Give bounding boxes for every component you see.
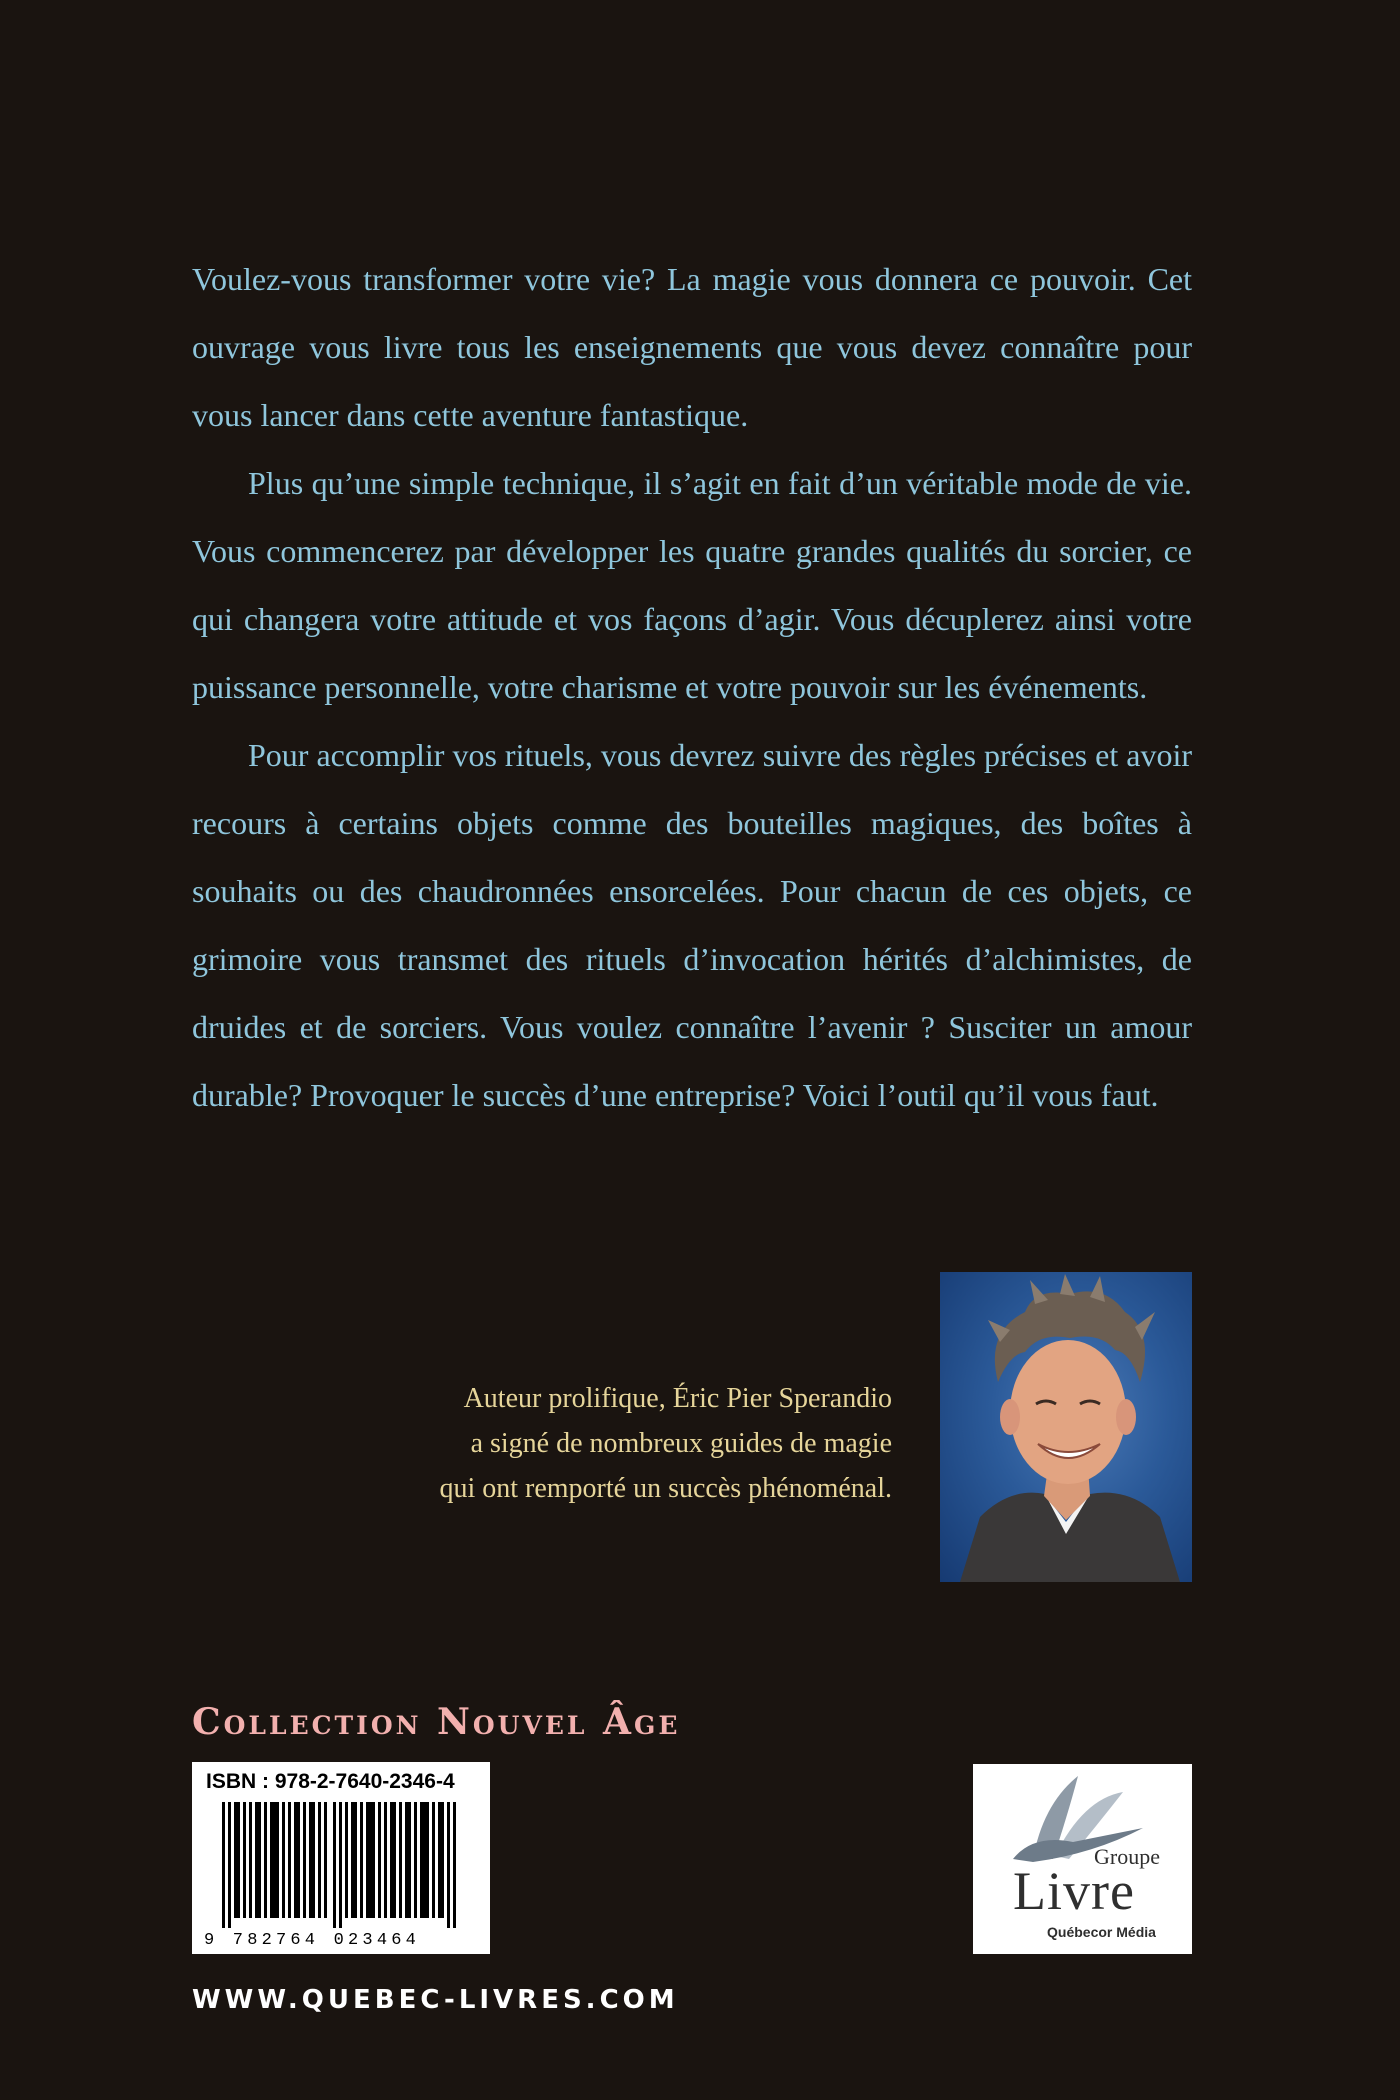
back-cover-blurb [192, 245, 1192, 1129]
author-bio-line-2: a signé de nombreux guides de magie [470, 1428, 892, 1459]
isbn-barcode [192, 1762, 490, 1954]
publisher-website: WWW.QUEBEC-LIVRES.COM [192, 1985, 679, 2015]
collection-name: Collection Nouvel Âge [192, 1701, 681, 1743]
author-photo [940, 1272, 1192, 1582]
blurb-paragraph-1: Voulez-vous transformer votre vie? La magie vous donnera ce pouvoir. Cet ouvrage vous livre tous les enseignements que vous devez connaître pour vous lancer dans cette aventure fantastique. [192, 261, 1192, 433]
barcode-bars [192, 1802, 490, 1930]
author-bio [292, 1376, 892, 1511]
publisher-logo-livre: Livre [1013, 1861, 1135, 1921]
isbn-label: ISBN : 978-2-7640-2346-4 [206, 1770, 455, 1793]
author-bio-line-1: Auteur prolifique, Éric Pier Sperandio [463, 1383, 892, 1414]
publisher-logo-groupe: Groupe [1094, 1844, 1160, 1869]
publisher-logo [973, 1764, 1192, 1954]
blurb-paragraph-3: Pour accomplir vos rituels, vous devrez suivre des règles précises et avoir recours à certains objets comme des bouteilles magiques, des boîtes à souhaits ou des chaudronnées ensorcelées. Pour chacun de ces objets, ce grimoire vous transmet des rituels d’invocation hérités d’alchimistes, de druides et de sorciers. Vous voulez connaître l’avenir ? Susciter un amour durable? Provoquer le succès d’une entreprise? Voici l’outil qu’il vous faut. [192, 737, 1192, 1113]
barcode-digits: 9 782764 023464 [204, 1931, 421, 1950]
blurb-paragraph-2: Plus qu’une simple technique, il s’agit en fait d’un véritable mode de vie. Vous commencerez par développer les quatre grandes qualités du sorcier, ce qui changera votre attitude et vos façons d’agir. Vous décuplerez ainsi votre puissance personnelle, votre charisme et votre pouvoir sur les événements. [192, 465, 1192, 705]
publisher-logo-quebecor: Québecor Média [1047, 1924, 1156, 1940]
author-bio-line-3: qui ont remporté un succès phénoménal. [439, 1473, 892, 1504]
